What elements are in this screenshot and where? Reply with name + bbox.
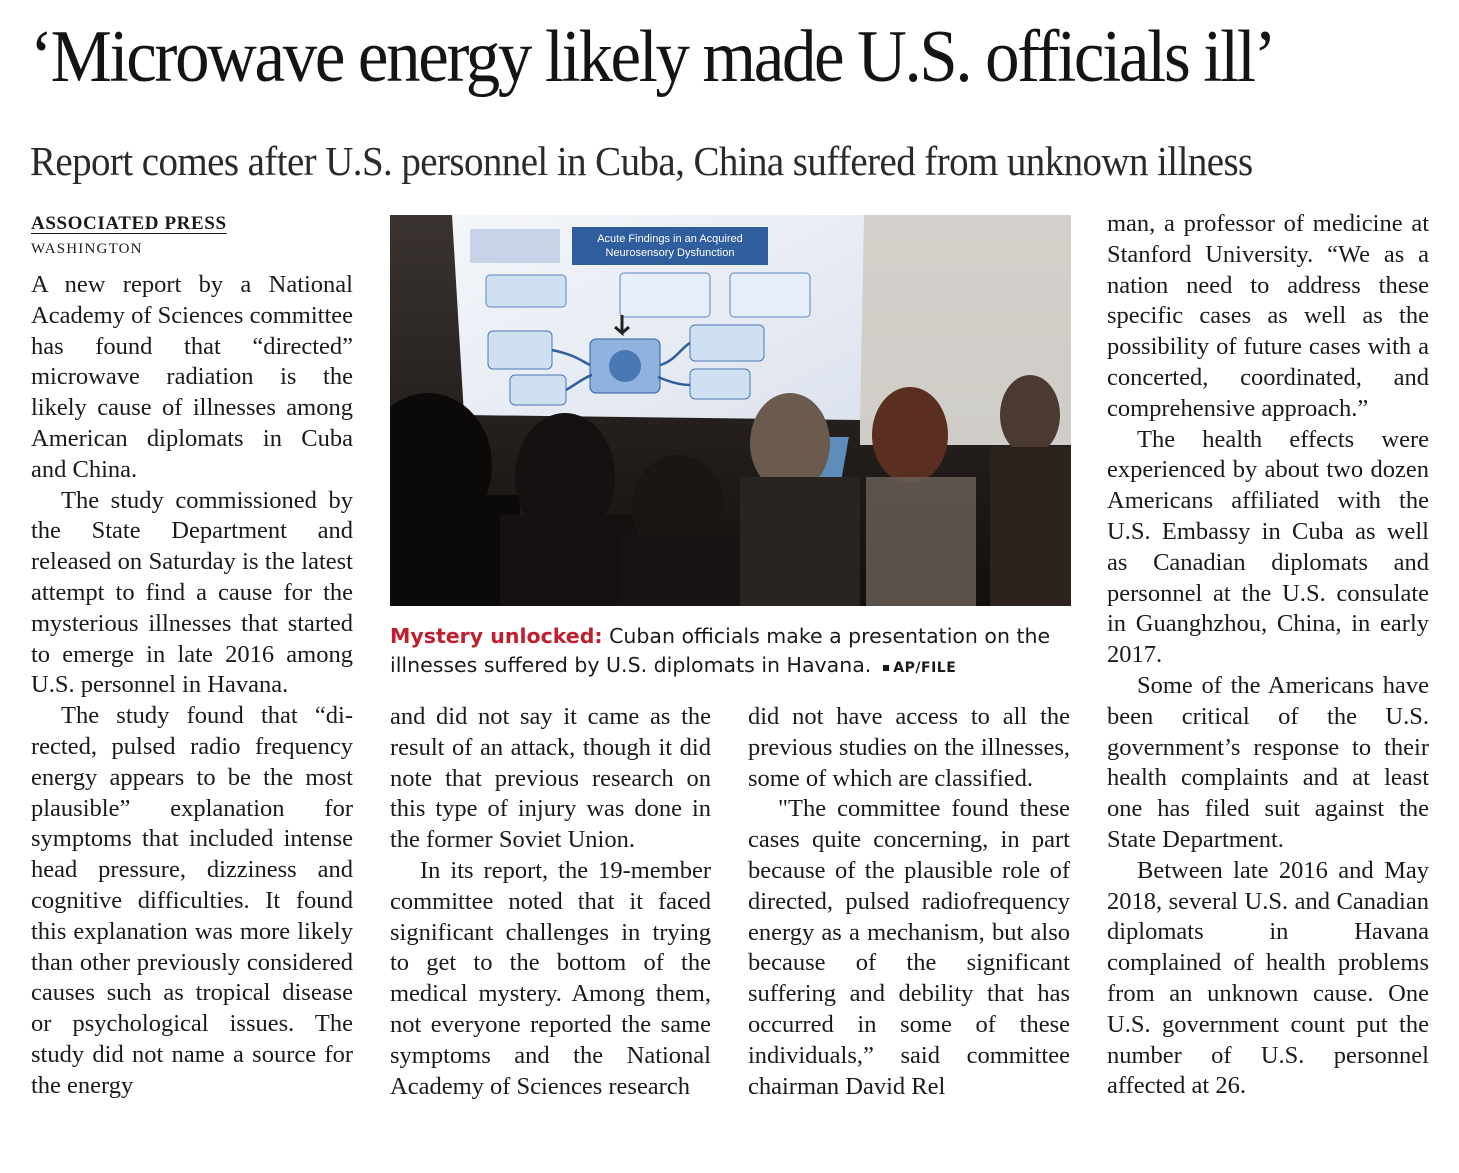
paragraph: A new report by a National Academy of Sciences committee has found that “directed” microwave radiation is the likely cause of illnesses among American diplomats in Cuba and China. bbox=[31, 271, 353, 483]
subheadline: Report comes after U.S. personnel in Cuba, China suffered from unknown illness bbox=[30, 138, 1253, 184]
credit-square-icon bbox=[883, 665, 889, 671]
paragraph: man, a professor of medicine at Stanford University. “We as a nation need to address these specific cases as well as the possibility of future cases with a concerted, coordinated, and comprehensive approach.” bbox=[1107, 210, 1429, 422]
slide-title-line-2: Neurosensory Dysfunction bbox=[605, 247, 735, 259]
slide-title-line-1: Acute Findings in an Acquired bbox=[597, 233, 743, 245]
paragraph: did not have access to all the previous studies on the illnesses, some of which are classified. bbox=[748, 703, 1070, 792]
paragraph: The study commissioned by the State Department and released on Saturday is the latest attempt to find a cause for the mysterious illnesses that started to emerge in late 2016 among U.S. personnel in Havana. bbox=[31, 486, 353, 699]
paragraph: The health effects were experienced by about two dozen Americans affiliated with the U.S. Embassy in Cuba as well as Canadian diplomats and personnel at the U.S. consulate in Guanghzhou, China, in early 2017. bbox=[1107, 425, 1429, 669]
article-column-1 bbox=[31, 270, 353, 1102]
paragraph: Some of the Americans have been critical of the U.S. government’s response to their health complaints and at least one has filed suit against the State Department. bbox=[1107, 671, 1429, 853]
paragraph: and did not say it came as the result of an attack, though it did note that previous research on this type of injury was done in the former Soviet Union. bbox=[390, 703, 711, 854]
photo-credit: AP/FILE bbox=[883, 660, 956, 676]
caption-text: Cuban officials make a presentation on the illnesses suffered by U.S. diplomats in Havana. bbox=[390, 624, 1051, 677]
paragraph: The study found that “directed, pulsed radio frequency energy appears to be the most plausible” explanation for symptoms that included intense head pressure, dizziness and cognitive difficulties. It found this explanation was more likely than other previously considered causes such as tropical disease or psychological issues. The study did not name a source for the energy bbox=[31, 702, 353, 1099]
article-column-2 bbox=[390, 702, 711, 1102]
byline-agency: ASSOCIATED PRESS bbox=[31, 213, 227, 234]
paragraph: In its report, the 19-member committee noted that it faced significant challenges in trying to get to the bottom of the medical mystery. Among them, not everyone reported the same symptoms and the National Academy of Sciences research bbox=[390, 856, 711, 1100]
photo-caption bbox=[390, 622, 1071, 683]
news-photo bbox=[390, 215, 1071, 606]
paragraph: Between late 2016 and May 2018, several U.S. and Canadian diplomats in Havana complained of health problems from an unknown cause. One U.S. government count put the number of U.S. personnel affected at 26. bbox=[1107, 856, 1429, 1100]
article-column-4 bbox=[1107, 209, 1429, 1102]
article-column-3 bbox=[748, 702, 1070, 1102]
caption-lead: Mystery unlocked: bbox=[390, 624, 603, 648]
projection-screen bbox=[452, 215, 864, 420]
headline: ‘Microwave energy likely made U.S. officials ill’ bbox=[30, 16, 1275, 98]
presentation-photo bbox=[390, 215, 1071, 606]
dateline: WASHINGTON bbox=[31, 241, 143, 257]
paragraph: "The committee found these cases quite concerning, in part because of the plausible role of directed, pulsed radiofrequency energy as a mechanism, but also because of the significant suffering and debility that has occurred in some of these individuals,” said committee chairman David Rel bbox=[748, 795, 1070, 1100]
byline bbox=[31, 211, 227, 261]
